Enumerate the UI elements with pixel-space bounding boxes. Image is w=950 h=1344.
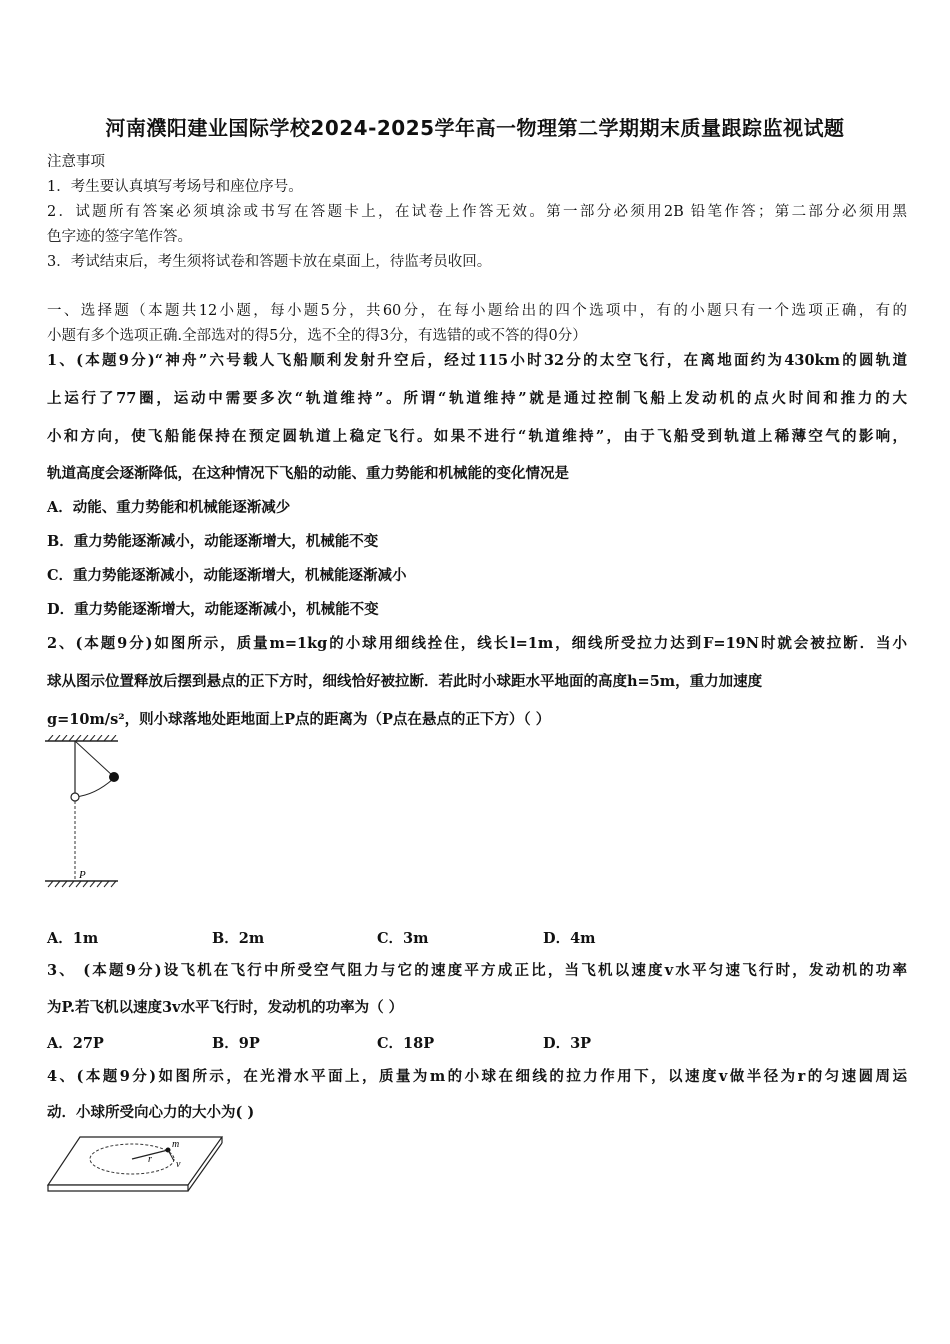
q1-option-b: B．重力势能逐渐减小，动能逐渐增大，机械能不变 [47,533,379,550]
section-heading: 一、选择题（本题共12小题，每小题5分，共60分，在每小题给出的四个选项中，有的小题只有一个选项正确，有的 [47,303,907,319]
q1-option-c: C．重力势能逐渐减小，动能逐渐增大，机械能逐渐减小 [47,567,407,584]
q1-option-a: A．动能、重力势能和机械能逐渐减少 [47,499,291,516]
point-p-label: P [79,869,86,881]
q3-option-a: A．27P [47,1035,104,1052]
page-title: 河南濮阳建业国际学校2024-2025学年高一物理第二学期期末质量跟踪监视试题 [105,116,845,140]
section-heading-cont: 小题有多个选项正确.全部选对的得5分，选不全的得3分，有选错的或不答的得0分） [47,328,587,344]
q2-text: g=10m/s²，则小球落地处距地面上P点的距离为（P点在悬点的正下方）（ ） [47,711,551,728]
q3-option-c: C．18P [377,1035,435,1052]
notice-item: 2．试题所有答案必须填涂或书写在答题卡上，在试卷上作答无效。第一部分必须用2B 铅笔作答；第二部分必须用黑 [47,204,907,220]
q2-text: 2、(本题9分)如图所示，质量m=1kg的小球用细线拴住，线长l=1m，细线所受拉力达到F=19N时就会被拉断．当小 [47,635,907,652]
q3-text: 为P.若飞机以速度3v水平飞行时，发动机的功率为（ ） [47,999,404,1016]
q4-text: 4、(本题9分)如图所示，在光滑水平面上，质量为m的小球在细线的拉力作用下，以速度v做半径为r的匀速圆周运 [47,1068,907,1085]
q1-option-d: D．重力势能逐渐增大，动能逐渐减小，机械能不变 [47,601,379,618]
q1-text: 轨道高度会逐渐降低，在这种情况下飞船的动能、重力势能和机械能的变化情况是 [47,465,569,482]
pendulum-figure [40,735,130,895]
notice-item: 3．考试结束后，考生须将试卷和答题卡放在桌面上，待监考员收回。 [47,254,492,270]
q3-option-b: B．9P [212,1035,260,1052]
circular-motion-figure [44,1133,226,1197]
q1-text: 小和方向，使飞船能保持在预定圆轨道上稳定飞行。如果不进行“轨道维持”，由于飞船受到轨道上稀薄空气的影响， [47,428,907,445]
q2-option-b: B．2m [212,930,265,947]
notice-item: 色字迹的签字笔作答。 [47,229,192,245]
velocity-label: v [176,1159,181,1170]
q2-text: 球从图示位置释放后摆到悬点的正下方时，细线恰好被拉断．若此时小球距水平地面的高度h=5m，重力加速度 [47,673,763,690]
notice-item: 1．考生要认真填写考场号和座位序号。 [47,179,303,195]
q3-text: 3、 (本题9分)设飞机在飞行中所受空气阻力与它的速度平方成正比，当飞机以速度v水平匀速飞行时，发动机的功率 [47,962,907,979]
radius-label: r [148,1154,152,1165]
mass-label: m [172,1139,180,1150]
q2-option-d: D．4m [543,930,596,947]
q2-option-a: A．1m [47,930,99,947]
q1-text: 上运行了77圈，运动中需要多次“轨道维持”。所谓“轨道维持”就是通过控制飞船上发动机的点火时间和推力的大 [47,390,907,407]
q4-text: 动．小球所受向心力的大小为( ) [47,1104,255,1121]
q1-text: 1、(本题9分)“神舟”六号载人飞船顺利发射升空后，经过115小时32分的太空飞行，在离地面约为430km的圆轨道 [47,352,907,369]
q2-option-c: C．3m [377,930,429,947]
notice-heading: 注意事项 [47,154,105,170]
q3-option-d: D．3P [543,1035,592,1052]
